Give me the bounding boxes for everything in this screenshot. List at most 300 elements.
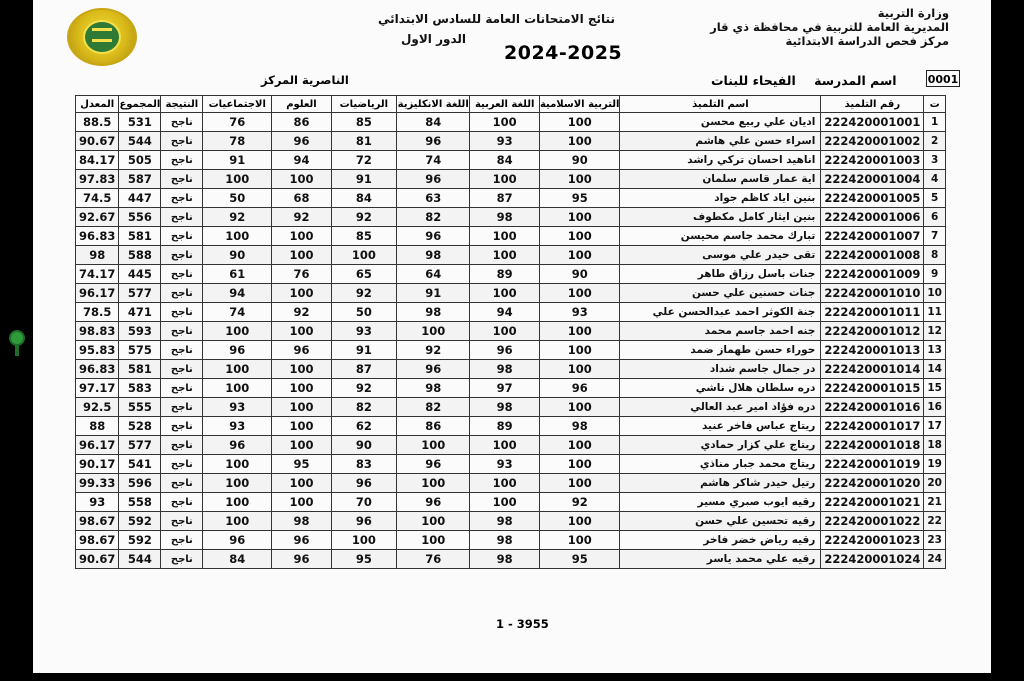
school-info (711, 73, 897, 88)
cell-social: 100 (203, 322, 272, 341)
cell-math: 92 (331, 284, 396, 303)
cell-avg: 92.67 (76, 208, 119, 227)
cell-english: 96 (397, 227, 470, 246)
cell-total: 558 (119, 493, 161, 512)
cell-arabic: 98 (470, 360, 540, 379)
cell-avg: 92.5 (76, 398, 119, 417)
cell-result: ناجح (161, 531, 203, 550)
cell-name: رقيه ايوب صبري مسير (620, 493, 821, 512)
cell-name: رتيل حيدر شاكر هاشم (620, 474, 821, 493)
cell-name: حوراء حسن طهماز ضمد (620, 341, 821, 360)
table-row (76, 113, 946, 132)
cell-id: 222420001021 (821, 493, 924, 512)
cell-arabic: 100 (470, 284, 540, 303)
academic-year: 2024-2025 (504, 42, 623, 64)
cell-social: 90 (203, 246, 272, 265)
cell-result: ناجح (161, 303, 203, 322)
table-row (76, 132, 946, 151)
cell-english: 98 (397, 246, 470, 265)
cell-total: 447 (119, 189, 161, 208)
cell-n: 24 (924, 550, 946, 569)
col-header: اللغة العربية (470, 96, 540, 113)
cell-result: ناجح (161, 455, 203, 474)
col-header: الاجتماعيات (203, 96, 272, 113)
cell-result: ناجح (161, 246, 203, 265)
cell-result: ناجح (161, 265, 203, 284)
cell-n: 9 (924, 265, 946, 284)
cell-n: 23 (924, 531, 946, 550)
cell-math: 62 (331, 417, 396, 436)
cell-arabic: 100 (470, 322, 540, 341)
ministry-emblem-logo (67, 8, 137, 66)
cell-n: 5 (924, 189, 946, 208)
cell-total: 583 (119, 379, 161, 398)
table-row (76, 455, 946, 474)
cell-science: 100 (272, 379, 331, 398)
table-row (76, 341, 946, 360)
cell-islamic: 100 (539, 170, 620, 189)
cell-result: ناجح (161, 189, 203, 208)
cell-islamic: 100 (539, 246, 620, 265)
cell-total: 555 (119, 398, 161, 417)
cell-result: ناجح (161, 170, 203, 189)
cell-name: تبارك محمد جاسم محيسن (620, 227, 821, 246)
cell-result: ناجح (161, 284, 203, 303)
cell-avg: 78.5 (76, 303, 119, 322)
cell-result: ناجح (161, 113, 203, 132)
cell-avg: 98.83 (76, 322, 119, 341)
cell-science: 96 (272, 132, 331, 151)
cell-english: 98 (397, 379, 470, 398)
cell-arabic: 96 (470, 341, 540, 360)
cell-id: 222420001005 (821, 189, 924, 208)
table-row (76, 284, 946, 303)
cell-math: 100 (331, 531, 396, 550)
cell-total: 588 (119, 246, 161, 265)
cell-n: 19 (924, 455, 946, 474)
cell-n: 22 (924, 512, 946, 531)
cell-islamic: 90 (539, 265, 620, 284)
cell-total: 544 (119, 550, 161, 569)
cell-name: رقيه رياض خضر فاخر (620, 531, 821, 550)
col-header: اسم التلميذ (620, 96, 821, 113)
cell-id: 222420001011 (821, 303, 924, 322)
cell-total: 577 (119, 284, 161, 303)
cell-arabic: 89 (470, 265, 540, 284)
table-row (76, 322, 946, 341)
center-title: مركز فحص الدراسة الابتدائية (785, 34, 949, 48)
cell-name: جنات باسل رزاق طاهر (620, 265, 821, 284)
cell-islamic: 98 (539, 417, 620, 436)
cell-name: جنه احمد جاسم محمد (620, 322, 821, 341)
cell-total: 544 (119, 132, 161, 151)
table-row (76, 360, 946, 379)
table-row (76, 303, 946, 322)
cell-english: 100 (397, 436, 470, 455)
cell-science: 100 (272, 436, 331, 455)
cell-arabic: 93 (470, 132, 540, 151)
cell-id: 222420001020 (821, 474, 924, 493)
cell-english: 100 (397, 512, 470, 531)
table-row (76, 493, 946, 512)
cell-math: 81 (331, 132, 396, 151)
cell-science: 100 (272, 417, 331, 436)
cell-english: 100 (397, 531, 470, 550)
cell-total: 593 (119, 322, 161, 341)
cell-n: 2 (924, 132, 946, 151)
cell-n: 8 (924, 246, 946, 265)
cell-math: 91 (331, 341, 396, 360)
table-row (76, 227, 946, 246)
cell-id: 222420001014 (821, 360, 924, 379)
cell-avg: 98 (76, 246, 119, 265)
table-row (76, 151, 946, 170)
cell-result: ناجح (161, 493, 203, 512)
cell-islamic: 95 (539, 189, 620, 208)
cell-id: 222420001017 (821, 417, 924, 436)
col-header: رقم التلميذ (821, 96, 924, 113)
col-header: المعدل (76, 96, 119, 113)
cell-arabic: 100 (470, 474, 540, 493)
cell-english: 96 (397, 132, 470, 151)
cell-total: 471 (119, 303, 161, 322)
cell-social: 94 (203, 284, 272, 303)
cell-math: 87 (331, 360, 396, 379)
cell-id: 222420001016 (821, 398, 924, 417)
cell-islamic: 100 (539, 512, 620, 531)
cell-id: 222420001008 (821, 246, 924, 265)
cell-avg: 74.17 (76, 265, 119, 284)
cell-id: 222420001001 (821, 113, 924, 132)
cell-islamic: 92 (539, 493, 620, 512)
cell-avg: 74.5 (76, 189, 119, 208)
cell-social: 93 (203, 398, 272, 417)
emblem-mark (92, 28, 112, 42)
results-sheet (33, 0, 991, 673)
cell-id: 222420001024 (821, 550, 924, 569)
cell-arabic: 94 (470, 303, 540, 322)
table-row (76, 550, 946, 569)
col-header: التربية الاسلامية (539, 96, 620, 113)
cell-avg: 90.67 (76, 132, 119, 151)
cell-total: 581 (119, 360, 161, 379)
cell-science: 96 (272, 341, 331, 360)
cell-arabic: 84 (470, 151, 540, 170)
cell-science: 100 (272, 322, 331, 341)
cell-avg: 95.83 (76, 341, 119, 360)
table-row (76, 379, 946, 398)
cell-n: 11 (924, 303, 946, 322)
cell-result: ناجح (161, 550, 203, 569)
table-row (76, 398, 946, 417)
cell-arabic: 98 (470, 512, 540, 531)
cell-islamic: 95 (539, 550, 620, 569)
cell-name: بنين اياد كاظم جواد (620, 189, 821, 208)
cell-science: 94 (272, 151, 331, 170)
cell-id: 222420001006 (821, 208, 924, 227)
cell-n: 21 (924, 493, 946, 512)
cell-id: 222420001004 (821, 170, 924, 189)
cell-math: 92 (331, 379, 396, 398)
cell-social: 61 (203, 265, 272, 284)
table-row (76, 417, 946, 436)
cell-english: 82 (397, 398, 470, 417)
cell-id: 222420001015 (821, 379, 924, 398)
cell-avg: 96.17 (76, 436, 119, 455)
school-label: اسم المدرسة (814, 73, 897, 88)
cell-math: 92 (331, 208, 396, 227)
cell-n: 4 (924, 170, 946, 189)
cell-social: 100 (203, 170, 272, 189)
cell-total: 596 (119, 474, 161, 493)
cell-n: 12 (924, 322, 946, 341)
table-row (76, 170, 946, 189)
cell-social: 93 (203, 417, 272, 436)
table-row (76, 265, 946, 284)
cell-english: 82 (397, 208, 470, 227)
page-number: 1 - 3955 (496, 617, 549, 631)
cell-id: 222420001023 (821, 531, 924, 550)
cell-islamic: 100 (539, 227, 620, 246)
cell-science: 68 (272, 189, 331, 208)
cell-islamic: 100 (539, 436, 620, 455)
cell-avg: 99.33 (76, 474, 119, 493)
cell-avg: 88.5 (76, 113, 119, 132)
exam-results-title: نتائج الامتحانات العامة للسادس الابتدائي (378, 12, 615, 26)
cell-social: 100 (203, 512, 272, 531)
cell-result: ناجح (161, 474, 203, 493)
cell-math: 90 (331, 436, 396, 455)
cell-science: 100 (272, 284, 331, 303)
cell-arabic: 87 (470, 189, 540, 208)
cell-english: 64 (397, 265, 470, 284)
cell-avg: 97.83 (76, 170, 119, 189)
cell-total: 577 (119, 436, 161, 455)
cell-math: 100 (331, 246, 396, 265)
cell-total: 505 (119, 151, 161, 170)
cell-total: 541 (119, 455, 161, 474)
cell-english: 92 (397, 341, 470, 360)
cell-total: 575 (119, 341, 161, 360)
cell-islamic: 100 (539, 531, 620, 550)
cell-n: 16 (924, 398, 946, 417)
cell-total: 445 (119, 265, 161, 284)
results-table (75, 95, 946, 569)
cell-math: 96 (331, 512, 396, 531)
cell-id: 222420001010 (821, 284, 924, 303)
cell-english: 96 (397, 360, 470, 379)
cell-social: 96 (203, 436, 272, 455)
col-header: الرياضيات (331, 96, 396, 113)
cell-arabic: 100 (470, 170, 540, 189)
cell-english: 74 (397, 151, 470, 170)
table-row (76, 531, 946, 550)
cell-avg: 97.17 (76, 379, 119, 398)
cell-total: 587 (119, 170, 161, 189)
cell-social: 78 (203, 132, 272, 151)
cell-islamic: 100 (539, 113, 620, 132)
cell-avg: 98.67 (76, 512, 119, 531)
cell-islamic: 100 (539, 455, 620, 474)
cell-n: 1 (924, 113, 946, 132)
cell-name: اناهيد احسان تركي راشد (620, 151, 821, 170)
cell-math: 72 (331, 151, 396, 170)
table-row (76, 189, 946, 208)
cell-arabic: 100 (470, 493, 540, 512)
cell-name: ريتاج محمد جبار مناذي (620, 455, 821, 474)
cell-arabic: 89 (470, 417, 540, 436)
cell-total: 528 (119, 417, 161, 436)
cell-science: 100 (272, 246, 331, 265)
cell-total: 556 (119, 208, 161, 227)
cell-science: 86 (272, 113, 331, 132)
cell-arabic: 100 (470, 113, 540, 132)
cell-english: 98 (397, 303, 470, 322)
cell-science: 100 (272, 493, 331, 512)
cell-result: ناجح (161, 398, 203, 417)
cell-n: 14 (924, 360, 946, 379)
cell-result: ناجح (161, 512, 203, 531)
cell-math: 85 (331, 227, 396, 246)
cell-n: 20 (924, 474, 946, 493)
cell-math: 83 (331, 455, 396, 474)
cell-science: 100 (272, 474, 331, 493)
cell-name: جنات حسنين علي حسن (620, 284, 821, 303)
cell-science: 92 (272, 303, 331, 322)
cell-math: 82 (331, 398, 396, 417)
cell-math: 65 (331, 265, 396, 284)
cell-english: 96 (397, 170, 470, 189)
cell-arabic: 100 (470, 436, 540, 455)
cell-avg: 88 (76, 417, 119, 436)
cell-math: 93 (331, 322, 396, 341)
table-row (76, 436, 946, 455)
table-row (76, 512, 946, 531)
cell-social: 92 (203, 208, 272, 227)
school-name: الفيحاء للبنات (711, 73, 796, 88)
cell-id: 222420001009 (821, 265, 924, 284)
cell-n: 13 (924, 341, 946, 360)
cell-math: 96 (331, 474, 396, 493)
table-row (76, 208, 946, 227)
cell-english: 91 (397, 284, 470, 303)
cell-name: اسراء حسن علي هاشم (620, 132, 821, 151)
cell-math: 50 (331, 303, 396, 322)
cell-science: 92 (272, 208, 331, 227)
cell-avg: 98.67 (76, 531, 119, 550)
cell-science: 76 (272, 265, 331, 284)
cell-name: ريتاج عباس فاخر عنيد (620, 417, 821, 436)
cell-result: ناجح (161, 360, 203, 379)
cell-science: 100 (272, 227, 331, 246)
cell-avg: 90.67 (76, 550, 119, 569)
cell-avg: 84.17 (76, 151, 119, 170)
cell-result: ناجح (161, 208, 203, 227)
pin-stem (15, 344, 19, 356)
cell-english: 63 (397, 189, 470, 208)
cell-social: 100 (203, 360, 272, 379)
cell-islamic: 100 (539, 398, 620, 417)
col-header: اللغة الانكليزية (397, 96, 470, 113)
cell-social: 100 (203, 227, 272, 246)
ministry-title: وزارة التربية (877, 6, 949, 20)
col-header: النتيجة (161, 96, 203, 113)
cell-n: 15 (924, 379, 946, 398)
table-header-row (76, 96, 946, 113)
cell-name: دره سلطان هلال ناشي (620, 379, 821, 398)
cell-result: ناجح (161, 151, 203, 170)
cell-name: جنة الكوثر احمد عبدالحسن علي (620, 303, 821, 322)
cell-islamic: 100 (539, 341, 620, 360)
cell-n: 17 (924, 417, 946, 436)
cell-social: 76 (203, 113, 272, 132)
cell-science: 96 (272, 550, 331, 569)
table-row (76, 474, 946, 493)
cell-math: 84 (331, 189, 396, 208)
cell-avg: 96.83 (76, 360, 119, 379)
exam-round: الدور الاول (401, 32, 467, 46)
cell-social: 50 (203, 189, 272, 208)
cell-result: ناجح (161, 322, 203, 341)
col-header: العلوم (272, 96, 331, 113)
col-header: المجموع (119, 96, 161, 113)
cell-english: 96 (397, 493, 470, 512)
cell-id: 222420001012 (821, 322, 924, 341)
cell-total: 592 (119, 512, 161, 531)
cell-english: 100 (397, 474, 470, 493)
cell-islamic: 100 (539, 322, 620, 341)
cell-english: 100 (397, 322, 470, 341)
cell-result: ناجح (161, 227, 203, 246)
cell-english: 76 (397, 550, 470, 569)
cell-science: 100 (272, 170, 331, 189)
cell-arabic: 93 (470, 455, 540, 474)
cell-id: 222420001018 (821, 436, 924, 455)
cell-social: 100 (203, 455, 272, 474)
cell-islamic: 90 (539, 151, 620, 170)
cell-name: رقيه علي محمد ياسر (620, 550, 821, 569)
cell-english: 96 (397, 455, 470, 474)
cell-islamic: 93 (539, 303, 620, 322)
cell-name: رقيه تحسين علي حسن (620, 512, 821, 531)
cell-total: 531 (119, 113, 161, 132)
cell-avg: 96.83 (76, 227, 119, 246)
cell-n: 10 (924, 284, 946, 303)
cell-id: 222420001007 (821, 227, 924, 246)
cell-avg: 93 (76, 493, 119, 512)
cell-islamic: 100 (539, 132, 620, 151)
cell-math: 85 (331, 113, 396, 132)
cell-name: تقى حيدر علي موسى (620, 246, 821, 265)
cell-total: 581 (119, 227, 161, 246)
cell-id: 222420001003 (821, 151, 924, 170)
cell-n: 18 (924, 436, 946, 455)
cell-science: 95 (272, 455, 331, 474)
cell-id: 222420001022 (821, 512, 924, 531)
cell-social: 74 (203, 303, 272, 322)
cell-arabic: 100 (470, 246, 540, 265)
cell-name: بنين ايثار كامل مكطوف (620, 208, 821, 227)
cell-arabic: 97 (470, 379, 540, 398)
cell-arabic: 98 (470, 550, 540, 569)
cell-science: 100 (272, 398, 331, 417)
cell-result: ناجح (161, 132, 203, 151)
cell-result: ناجح (161, 379, 203, 398)
school-code: 0001 (926, 70, 960, 87)
cell-arabic: 98 (470, 208, 540, 227)
cell-islamic: 100 (539, 284, 620, 303)
cell-social: 91 (203, 151, 272, 170)
